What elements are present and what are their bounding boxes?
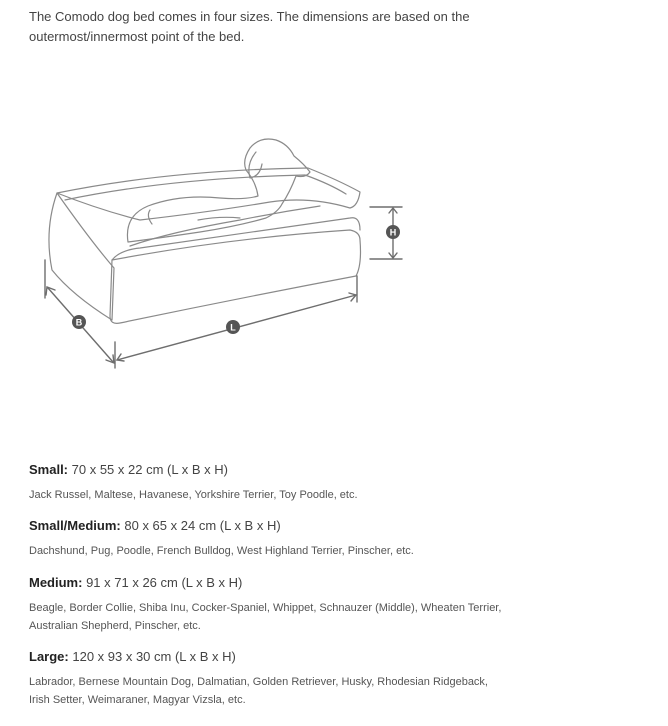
bed-back-rim (57, 168, 360, 220)
size-entry-large (29, 648, 509, 709)
size-breeds: Beagle, Border Collie, Shiba Inu, Cocker-Spaniel, Whippet, Schnauzer (Middle), Wheaten Terrier, Australian Shepherd, Pinscher, etc. (29, 602, 502, 632)
size-entry-small (29, 461, 509, 504)
size-entry-medium (29, 574, 509, 635)
size-heading (29, 461, 509, 479)
dog-leg (198, 217, 240, 220)
dog-body (127, 139, 310, 242)
length-marker-label: L (230, 322, 236, 333)
size-dimensions: 80 x 65 x 24 cm (L x B x H) (124, 518, 281, 533)
size-breeds: Jack Russel, Maltese, Havanese, Yorkshire Terrier, Toy Poodle, etc. (29, 489, 358, 501)
dog-ear (249, 152, 262, 178)
bed-inner-rim (65, 175, 346, 200)
breadth-marker (72, 315, 86, 329)
size-heading (29, 517, 509, 535)
height-marker-label: H (389, 227, 397, 238)
size-name: Small/Medium: (29, 518, 121, 533)
size-dimensions: 120 x 93 x 30 cm (L x B x H) (72, 649, 236, 664)
size-heading (29, 574, 509, 592)
length-arrow-left (117, 354, 124, 361)
intro-text: The Comodo dog bed comes in four sizes. The dimensions are based on the outermost/innermost point of the bed. (29, 9, 470, 44)
dog-bed-dimension-diagram (20, 120, 420, 380)
bed-front-wall (110, 230, 361, 323)
size-breeds: Dachshund, Pug, Poodle, French Bulldog, West Highland Terrier, Pinscher, etc. (29, 545, 414, 557)
size-dimensions: 70 x 55 x 22 cm (L x B x H) (71, 462, 228, 477)
size-entry-small-medium (29, 517, 509, 560)
size-breeds: Labrador, Bernese Mountain Dog, Dalmatian, Golden Retriever, Husky, Rhodesian Ridgeback, Irish Setter, Weimaraner, Magyar Vizsla, etc. (29, 676, 488, 706)
breadth-marker-label: B (75, 317, 83, 328)
size-name: Large: (29, 649, 69, 664)
height-marker (386, 225, 400, 239)
size-heading (29, 648, 509, 666)
size-name: Small: (29, 462, 69, 477)
size-name: Medium: (29, 575, 83, 590)
length-marker (226, 320, 240, 334)
size-dimensions: 91 x 71 x 26 cm (L x B x H) (86, 575, 243, 590)
dog-tail (148, 210, 152, 224)
